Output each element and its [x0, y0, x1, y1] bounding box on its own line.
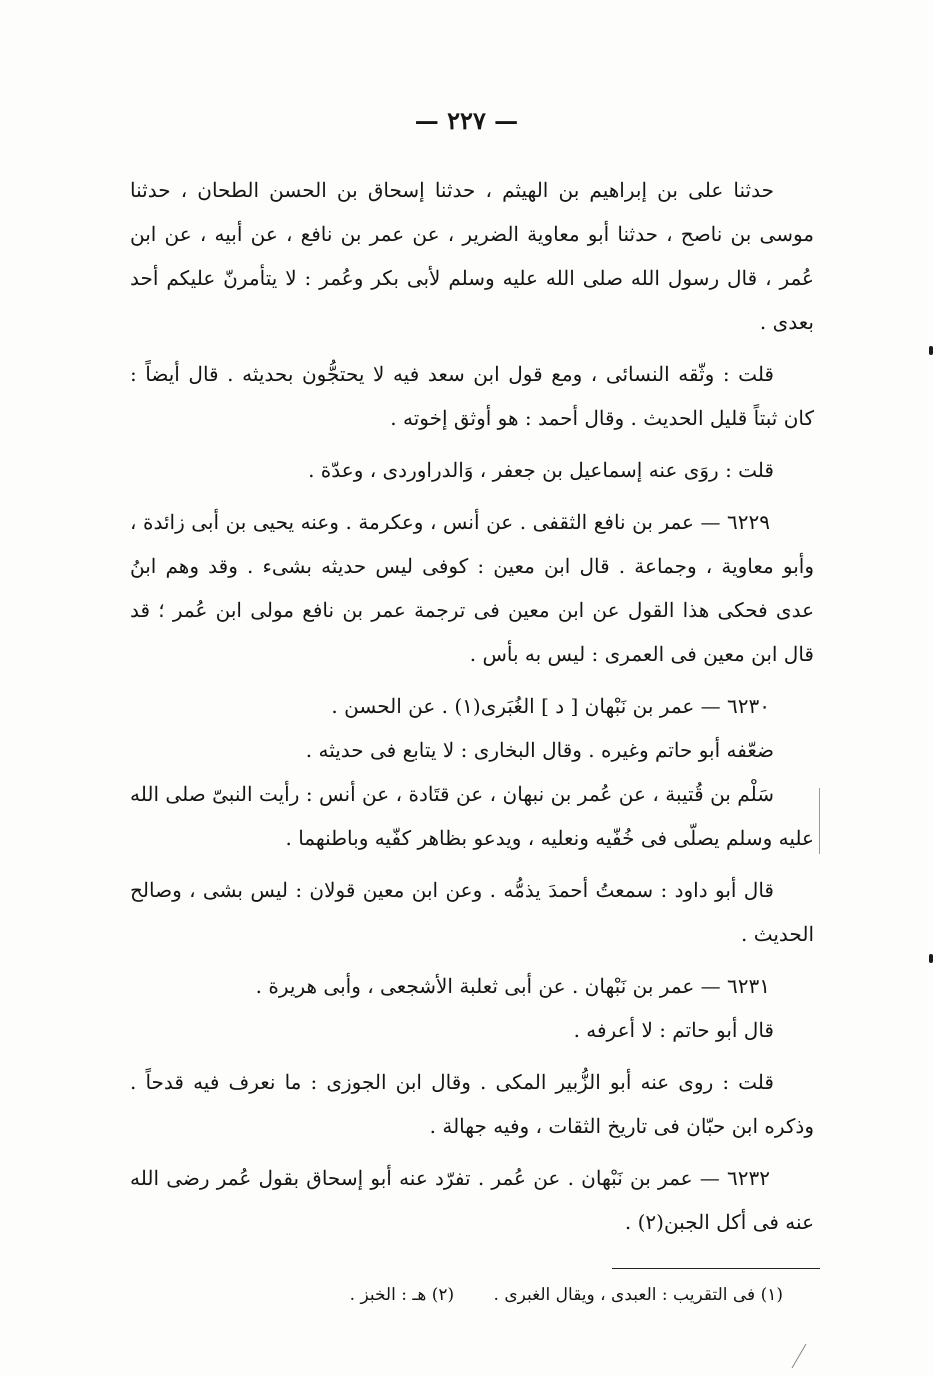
entry-6232: ٦٢٣٢ — عمر بن نَبْهان . عن عُمر . تفرّد عنه أبو إسحاق بقول عُمر رضى الله عنه فى أكل الجبن(٢) . — [130, 1166, 814, 1234]
margin-mark — [819, 788, 820, 854]
footnote-1: (١) فى التقريب : العبدى ، ويقال الغبرى . — [493, 1285, 783, 1305]
entry-6231: ٦٢٣١ — عمر بن نَبْهان . عن أبى ثعلبة الأشجعى ، وأبى هريرة . — [255, 974, 770, 998]
footnote-2: (٢) هـ : الخبز . — [349, 1285, 455, 1305]
main-text — [130, 168, 814, 1252]
commentary-paragraph: ضعّفه أبو حاتم وغيره . وقال البخارى : لا يتابع فى حديثه . — [305, 738, 774, 762]
page-number: — ٢٢٧ — — [414, 106, 519, 135]
pen-stroke-mark — [790, 1340, 810, 1370]
commentary-paragraph: قلت : وثّقه النسائى ، ومع قول ابن سعد فيه لا يحتجُّون بحديثه . قال أيضاً : كان ثبتاً قليل الحديث . وقال أحمد : هو أوثق إخوته . — [130, 362, 814, 430]
entry-6229: ٦٢٢٩ — عمر بن نافع الثقفى . عن أنس ، وعكرمة . وعنه يحيى بن أبى زائدة ، وأبو معاوية ، وجماعة . قال ابن معين : كوفى ليس حديثه بشىء . وقد وهم ابنُ عدى فحكى هذا القول عن ابن معين فى ترجمة عمر بن نافع مولى ابن عُمر ؛ قد قال ابن معين فى العمرى : ليس به بأس . — [130, 510, 814, 666]
commentary-paragraph: قلت : روَى عنه إسماعيل بن جعفر ، وَالدراوردى ، وعدّة . — [308, 458, 774, 482]
commentary-paragraph: قلت : روى عنه أبو الزُّبير المكى . وقال ابن الجوزى : ما نعرف فيه قدحاً . وذكره ابن حبّان فى تاريخ الثقات ، وفيه جهالة . — [130, 1070, 814, 1138]
margin-dot — [929, 954, 933, 963]
entry-6230: ٦٢٣٠ — عمر بن نَبْهان [ د ] الغُبَرى(١) . عن الحسن . — [331, 694, 770, 718]
margin-dot — [929, 346, 933, 355]
commentary-paragraph: قال أبو حاتم : لا أعرفه . — [573, 1018, 774, 1042]
footnote-divider — [612, 1268, 820, 1269]
commentary-paragraph: قال أبو داود : سمعتُ أحمدَ يذمُّه . وعن ابن معين قولان : ليس بشى ، وصالح الحديث . — [130, 878, 814, 946]
hadith-paragraph: حدثنا على بن إبراهيم بن الهيثم ، حدثنا إسحاق بن الحسن الطحان ، حدثنا موسى بن ناصح ، حدثنا أبو معاوية الضرير ، عن عمر بن نافع ، عن أبيه ، عن ابن عُمر ، قال رسول الله صلى الله عليه وسلم لأبى بكر وعُمر : لا يتأمرنّ عليكم أحد بعدى . — [130, 178, 814, 334]
footnotes — [123, 1280, 783, 1310]
hadith-paragraph: سَلْم بن قُتيبة ، عن عُمر بن نبهان ، عن قتَادة ، عن أنس : رأيت النبىّ صلى الله عليه وسلم يصلّى فى خُفّيه ونعليه ، ويدعو بظاهر كفّيه وباطنهما . — [130, 782, 814, 850]
